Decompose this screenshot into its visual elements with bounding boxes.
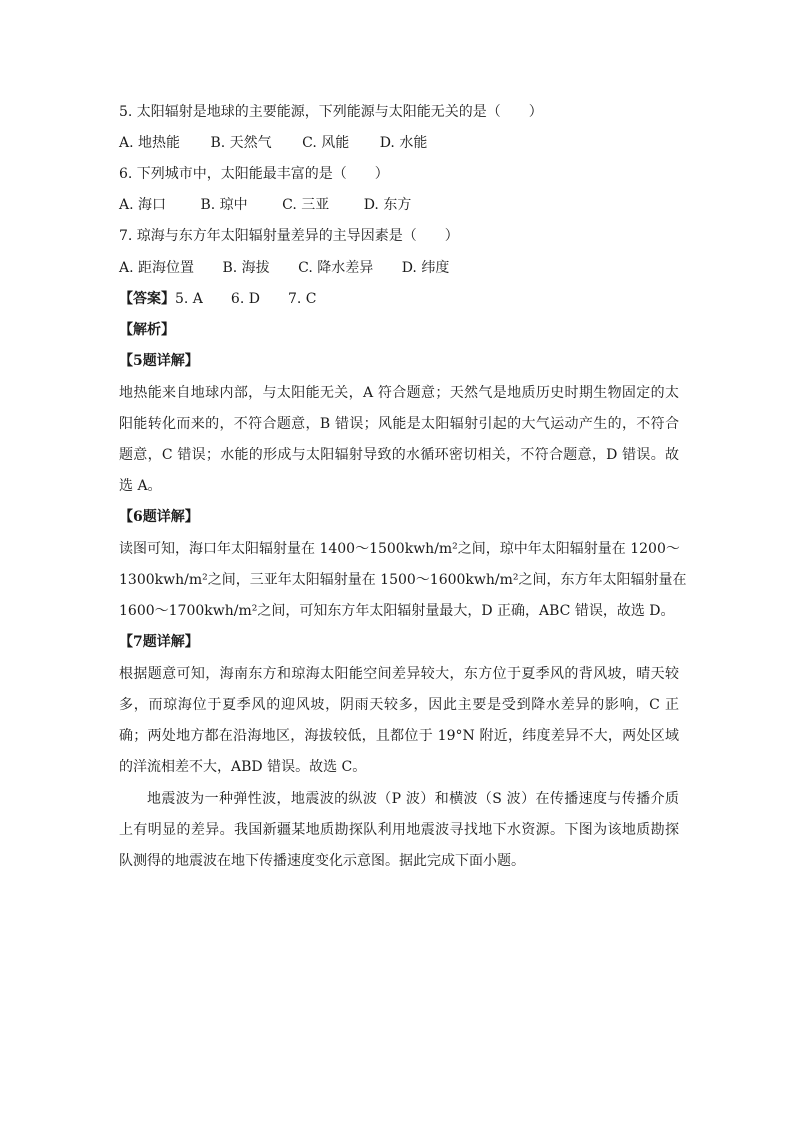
question-6-options xyxy=(119,195,679,215)
question-6-option-d: D. 东方 xyxy=(363,197,412,213)
question-7-options xyxy=(119,258,679,278)
intro-line-2: 上有明显的差异。我国新疆某地质勘探队利用地震波寻找地下水资源。下图为该地质勘探 xyxy=(119,822,679,838)
detail-7-line-2: 多，而琼海位于夏季风的迎风坡，阴雨天较多，因此主要是受到降水差异的影响，C 正 xyxy=(119,697,679,713)
detail-5-label: 【5题详解】 xyxy=(119,353,199,369)
question-5-option-a: A. 地热能 xyxy=(119,135,181,151)
question-5-options xyxy=(119,133,679,153)
question-7-option-a: A. 距海位置 xyxy=(119,260,195,276)
answer-item-5: 5. A xyxy=(175,291,203,307)
answer-item-7: 7. C xyxy=(287,291,317,307)
question-7-stem: 7. 琼海与东方年太阳辐射量差异的主导因素是（ ） xyxy=(119,228,459,244)
question-7-option-b: B. 海拔 xyxy=(222,260,270,276)
detail-5-line-2: 阳能转化而来的，不符合题意，B 错误；风能是太阳辐射引起的大气运动产生的，不符合 xyxy=(119,416,679,432)
detail-5-line-3: 题意，C 错误；水能的形成与太阳辐射导致的水循环密切相关，不符合题意，D 错误。故 xyxy=(119,447,679,463)
intro-line-3: 队测得的地震波在地下传播速度变化示意图。据此完成下面小题。 xyxy=(119,853,525,869)
detail-6-line-3: 1600～1700kwh/m²之间，可知东方年太阳辐射量最大，D 正确，ABC 错误，故选 D。 xyxy=(119,603,675,619)
question-5-stem: 5. 太阳辐射是地球的主要能源，下列能源与太阳能无关的是（ ） xyxy=(119,104,543,120)
detail-6-line-2: 1300kwh/m²之间，三亚年太阳辐射量在 1500～1600kwh/m²之间，东方年太阳辐射量在 xyxy=(119,572,687,588)
detail-5-line-1: 地热能来自地球内部，与太阳能无关，A 符合题意；天然气是地质历史时期生物固定的太 xyxy=(119,385,679,401)
intro-line-1: 地震波为一种弹性波，地震波的纵波（P 波）和横波（S 波）在传播速度与传播介质 xyxy=(147,791,679,807)
detail-6-line-1: 读图可知，海口年太阳辐射量在 1400～1500kwh/m²之间，琼中年太阳辐射量在 1200～ xyxy=(119,541,680,557)
question-7-option-d: D. 纬度 xyxy=(401,260,450,276)
question-5-option-b: B. 天然气 xyxy=(210,135,272,151)
detail-5-line-4: 选 A。 xyxy=(119,478,162,494)
answer-label: 【答案】 xyxy=(119,291,175,307)
question-6-option-c: C. 三亚 xyxy=(282,197,330,213)
detail-7-label: 【7题详解】 xyxy=(119,634,199,650)
analysis-label: 【解析】 xyxy=(119,322,175,338)
detail-6-label: 【6题详解】 xyxy=(119,509,199,525)
answer-line xyxy=(119,289,679,309)
detail-7-line-1: 根据题意可知，海南东方和琼海太阳能空间差异较大，东方位于夏季风的背风坡，晴天较 xyxy=(119,666,679,682)
detail-7-line-3: 确；两处地方都在沿海地区，海拔较低，且都位于 19°N 附近，纬度差异不大，两处区域 xyxy=(119,728,679,744)
question-5-option-c: C. 风能 xyxy=(302,135,350,151)
detail-7-line-4: 的洋流相差不大，ABD 错误。故选 C。 xyxy=(119,759,367,775)
question-7-option-c: C. 降水差异 xyxy=(298,260,374,276)
question-6-stem: 6. 下列城市中，太阳能最丰富的是（ ） xyxy=(119,166,389,182)
question-6-option-a: A. 海口 xyxy=(119,197,167,213)
question-5-option-d: D. 水能 xyxy=(379,135,428,151)
answer-item-6: 6. D xyxy=(230,291,260,307)
question-6-option-b: B. 琼中 xyxy=(200,197,248,213)
